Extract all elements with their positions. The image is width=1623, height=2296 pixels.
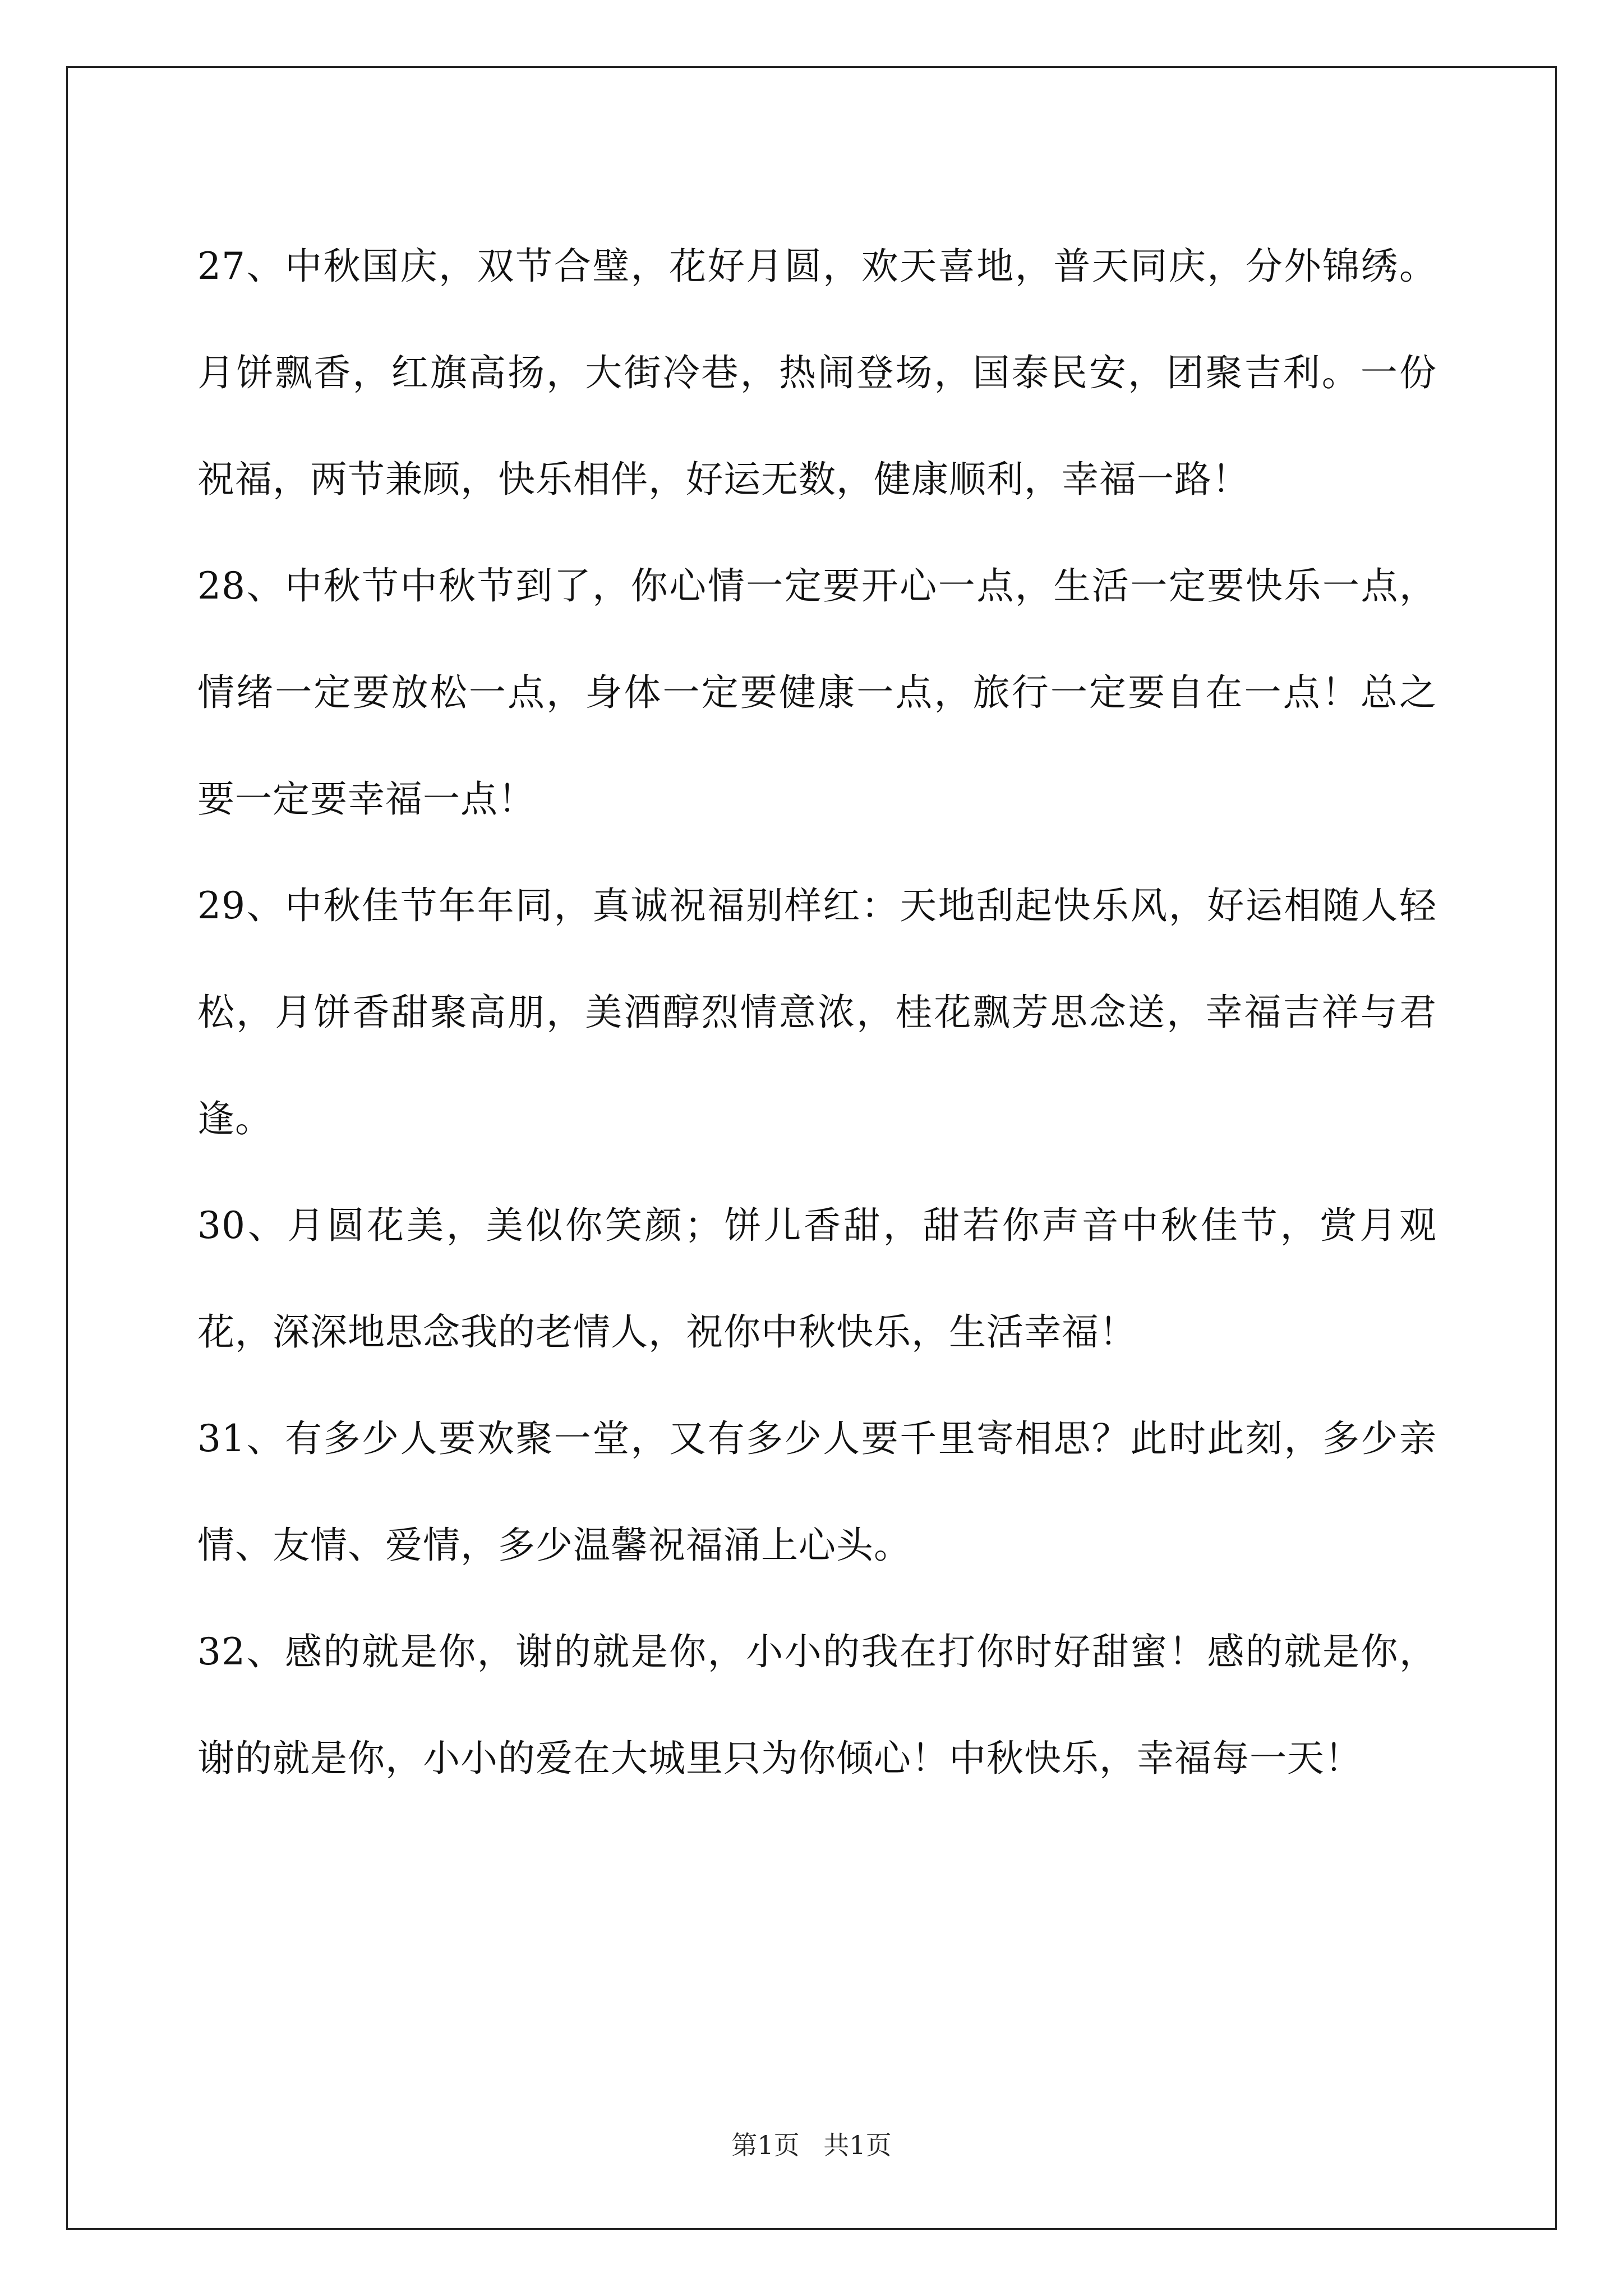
page-footer <box>0 2125 1623 2162</box>
paragraph-29: 29、中秋佳节年年同，真诚祝福别样红：天地刮起快乐风，好运相随人轻松，月饼香甜聚高朋，美酒醇烈情意浓，桂花飘芳思念送，幸福吉祥与君逢。 <box>197 884 1437 1140</box>
paragraph-27: 27、中秋国庆，双节合璧，花好月圆，欢天喜地，普天同庆，分外锦绣。月饼飘香，红旗高扬，大街冷巷，热闹登场，国泰民安，团聚吉利。一份祝福，两节兼顾，快乐相伴，好运无数，健康顺利，幸福一路！ <box>197 245 1437 501</box>
page-number-total: 共1页 <box>823 2130 892 2160</box>
paragraph-30: 30、月圆花美，美似你笑颜；饼儿香甜，甜若你声音中秋佳节，赏月观花，深深地思念我的老情人，祝你中秋快乐，生活幸福！ <box>197 1204 1437 1354</box>
paragraph-31: 31、有多少人要欢聚一堂，又有多少人要千里寄相思？此时此刻，多少亲情、友情、爱情，多少温馨祝福涌上心头。 <box>197 1417 1437 1567</box>
paragraph-32: 32、感的就是你，谢的就是你，小小的我在打你时好甜蜜！感的就是你，谢的就是你，小小的爱在大城里只为你倾心！中秋快乐，幸福每一天！ <box>197 1630 1437 1780</box>
page-number-current: 第1页 <box>731 2130 800 2160</box>
paragraph-28: 28、中秋节中秋节到了，你心情一定要开心一点，生活一定要快乐一点，情绪一定要放松一点，身体一定要健康一点，旅行一定要自在一点！总之要一定要幸福一点！ <box>197 564 1437 821</box>
document-body <box>197 213 1437 1812</box>
